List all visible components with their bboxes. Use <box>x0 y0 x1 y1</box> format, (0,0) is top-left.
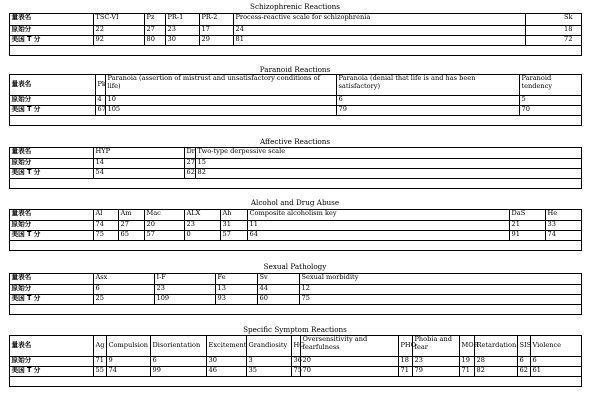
t-score: 93 <box>216 295 258 305</box>
t-score: 64 <box>248 231 510 241</box>
row-label: 美国 T 分 <box>10 169 94 179</box>
table-row-header <box>10 210 582 221</box>
row-label: 美国 T 分 <box>10 295 94 305</box>
raw-score: 18 <box>526 26 582 36</box>
t-score: 79 <box>413 367 460 377</box>
scale-header: Disorientation <box>151 336 207 357</box>
scale-header: Retardation <box>475 336 518 357</box>
scale-header: I-F <box>155 274 216 285</box>
row-label: 原始分 <box>10 159 94 169</box>
t-score: 30 <box>166 36 200 46</box>
raw-score: 3 <box>247 357 292 367</box>
raw-score: 22 <box>94 26 145 36</box>
t-score: 71 <box>399 367 413 377</box>
section-title: Affective Reactions <box>259 137 331 146</box>
raw-score: 4 <box>96 96 106 106</box>
raw-score: 12 <box>300 285 582 295</box>
row-label: 美国 T 分 <box>10 106 96 116</box>
scale-header: Compulsion <box>107 336 151 357</box>
section-title: Schizophrenic Reactions <box>250 2 340 11</box>
raw-score: 23 <box>166 26 200 36</box>
t-score: 55 <box>94 367 107 377</box>
table-row-raw <box>10 96 582 106</box>
row-label: 量表名 <box>10 210 94 221</box>
row-label: 原始分 <box>10 357 94 367</box>
t-score: 65 <box>119 231 145 241</box>
raw-score: 27 <box>145 26 166 36</box>
section-title: Paranoid Reactions <box>259 65 331 74</box>
raw-score: 31 <box>221 221 248 231</box>
row-label: 量表名 <box>10 75 96 96</box>
raw-score: 9 <box>107 357 151 367</box>
scale-header: Paranoid tendency <box>520 75 582 96</box>
section-title: Sexual Pathology <box>263 262 327 271</box>
table-row-raw <box>10 285 582 295</box>
t-score: 74 <box>546 231 582 241</box>
t-score: 35 <box>247 367 292 377</box>
scale-header: Mac <box>145 210 185 221</box>
raw-score: 30 <box>207 357 247 367</box>
scale-header: Violence <box>531 336 582 357</box>
t-score: 57 <box>221 231 248 241</box>
table-row-blank <box>10 241 582 251</box>
section-title: Alcohol and Drug Abuse <box>250 198 340 207</box>
t-score: 70 <box>301 367 399 377</box>
raw-score: 21 <box>510 221 546 231</box>
raw-score: 36 <box>292 357 301 367</box>
table-row-blank <box>10 116 582 126</box>
row-label: 原始分 <box>10 221 94 231</box>
row-label: 美国 T 分 <box>10 231 94 241</box>
table-row-header <box>10 148 582 159</box>
scale-header: Composite alcoholism key <box>248 210 510 221</box>
t-score: 60 <box>258 295 300 305</box>
scale-header: Paranoia (assertion of mistrust and unsatisfactory conditions of life) <box>106 75 337 96</box>
table-row-header <box>10 75 582 96</box>
raw-score: 23 <box>155 285 216 295</box>
raw-score: 74 <box>94 221 119 231</box>
raw-score: 23 <box>413 357 460 367</box>
t-score: 92 <box>94 36 145 46</box>
t-score: 57 <box>145 231 185 241</box>
raw-score: 6 <box>518 357 531 367</box>
scale-table <box>9 74 582 126</box>
scale-header: Sk <box>526 14 582 26</box>
raw-score: 27 <box>119 221 145 231</box>
raw-score: 28 <box>475 357 518 367</box>
raw-score: 15 <box>196 159 582 169</box>
t-score: 25 <box>94 295 155 305</box>
t-score: 46 <box>207 367 247 377</box>
raw-score: 14 <box>94 159 185 169</box>
t-score: 61 <box>531 367 582 377</box>
t-score: 74 <box>107 367 151 377</box>
scale-header: Process-reactive scale for schizophrenia <box>234 14 526 26</box>
raw-score: 6 <box>531 357 582 367</box>
row-label: 量表名 <box>10 336 94 357</box>
scale-header: PR-2 <box>200 14 234 26</box>
scale-header: Ah <box>221 210 248 221</box>
raw-score: 17 <box>200 26 234 36</box>
t-score: 105 <box>106 106 337 116</box>
scale-table <box>9 209 582 251</box>
raw-score: 11 <box>248 221 510 231</box>
t-score: 80 <box>145 36 166 46</box>
row-label: 原始分 <box>10 96 96 106</box>
scale-table <box>9 13 582 56</box>
t-score: 79 <box>337 106 520 116</box>
scale-header: Two-type derpessive scale <box>196 148 582 159</box>
raw-score: 71 <box>94 357 107 367</box>
t-score: 54 <box>94 169 185 179</box>
t-score: 99 <box>151 367 207 377</box>
scale-header: MOR <box>460 336 475 357</box>
scale-header: Sexual morbidity <box>300 274 582 285</box>
table-row-blank <box>10 46 582 56</box>
t-score: 91 <box>510 231 546 241</box>
raw-score: 44 <box>258 285 300 295</box>
raw-score: 33 <box>546 221 582 231</box>
table-row-blank <box>10 305 582 315</box>
scale-header: PHO <box>399 336 413 357</box>
t-score: 29 <box>200 36 234 46</box>
raw-score: 20 <box>301 357 399 367</box>
table-row-t <box>10 295 582 305</box>
t-score: 0 <box>185 231 221 241</box>
scale-header: Oversensitivity and fearfulness <box>301 336 399 357</box>
t-score: 67 <box>96 106 106 116</box>
scale-header: HYP <box>94 148 185 159</box>
table-row-t <box>10 169 582 179</box>
t-score: 81 <box>234 36 526 46</box>
raw-score: 27 <box>185 159 196 169</box>
t-score: 75 <box>94 231 119 241</box>
scale-header: HC <box>292 336 301 357</box>
row-label: 原始分 <box>10 285 94 295</box>
table-row-blank <box>10 377 582 387</box>
table-row-raw <box>10 357 582 367</box>
t-score: 72 <box>526 36 582 46</box>
t-score: 109 <box>155 295 216 305</box>
scale-header: Pk <box>96 75 106 96</box>
scale-header: Sv <box>258 274 300 285</box>
scale-header: Excitement <box>207 336 247 357</box>
table-row-t <box>10 367 582 377</box>
scale-header: He <box>546 210 582 221</box>
row-label: 量表名 <box>10 274 94 285</box>
scale-header: Ag <box>94 336 107 357</box>
row-label: 美国 T 分 <box>10 367 94 377</box>
scale-header: ALX <box>185 210 221 221</box>
scale-header: SIS <box>518 336 531 357</box>
scale-header: TSC-VI <box>94 14 145 26</box>
t-score: 62 <box>185 169 196 179</box>
t-score: 70 <box>520 106 582 116</box>
raw-score: 13 <box>216 285 258 295</box>
scale-header: Am <box>119 210 145 221</box>
raw-score: 23 <box>185 221 221 231</box>
scale-header: DaS <box>510 210 546 221</box>
raw-score: 10 <box>106 96 337 106</box>
table-row-header <box>10 274 582 285</box>
scale-header: Asx <box>94 274 155 285</box>
table-row-raw <box>10 26 582 36</box>
scale-header: Fe <box>216 274 258 285</box>
row-label: 原始分 <box>10 26 94 36</box>
table-row-header <box>10 14 582 26</box>
table-row-t <box>10 106 582 116</box>
scale-header: Pz <box>145 14 166 26</box>
table-row-blank <box>10 179 582 189</box>
table-row-t <box>10 36 582 46</box>
raw-score: 20 <box>145 221 185 231</box>
scale-header: Al <box>94 210 119 221</box>
raw-score: 18 <box>399 357 413 367</box>
row-label: 量表名 <box>10 148 94 159</box>
table-row-header <box>10 336 582 357</box>
t-score: 62 <box>518 367 531 377</box>
raw-score: 24 <box>234 26 526 36</box>
table-row-raw <box>10 221 582 231</box>
scale-header: Paranoia (denial that life is and has been satisfactory) <box>337 75 520 96</box>
scale-header: Dr <box>185 148 196 159</box>
t-score: 82 <box>475 367 518 377</box>
section-title: Specific Symptom Reactions <box>243 325 347 334</box>
t-score: 75 <box>292 367 301 377</box>
raw-score: 6 <box>151 357 207 367</box>
raw-score: 19 <box>460 357 475 367</box>
row-label: 美国 T 分 <box>10 36 94 46</box>
t-score: 71 <box>460 367 475 377</box>
raw-score: 6 <box>94 285 155 295</box>
scale-table <box>9 147 582 189</box>
scale-table <box>9 273 582 315</box>
table-row-raw <box>10 159 582 169</box>
t-score: 75 <box>300 295 582 305</box>
table-row-t <box>10 231 582 241</box>
scale-table <box>9 335 582 387</box>
t-score: 82 <box>196 169 582 179</box>
scale-header: PR-1 <box>166 14 200 26</box>
scale-header: Grandiosity <box>247 336 292 357</box>
scale-header: Phobia and fear <box>413 336 460 357</box>
raw-score: 5 <box>520 96 582 106</box>
row-label: 量表名 <box>10 14 94 26</box>
raw-score: 6 <box>337 96 520 106</box>
